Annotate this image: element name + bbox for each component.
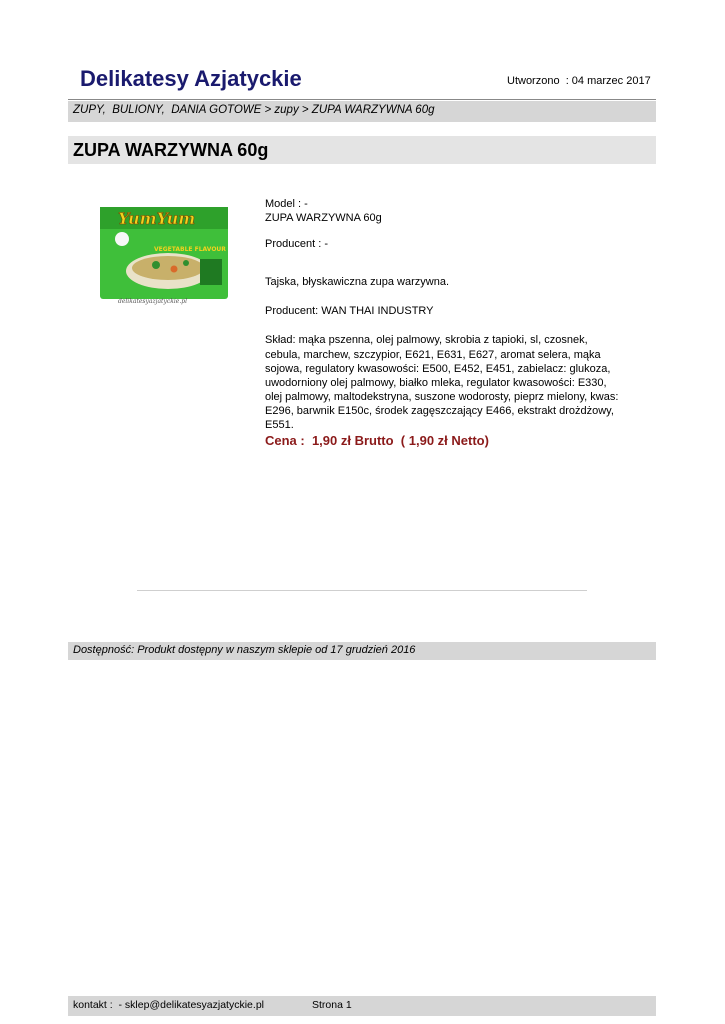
producer-info: Producent: WAN THAI INDUSTRY: [265, 305, 434, 317]
product-image: [96, 205, 232, 305]
product-name-line: ZUPA WARZYWNA 60g: [265, 212, 382, 224]
contact-info: kontakt : - sklep@delikatesyazjatyckie.pl: [73, 999, 264, 1011]
vegetable: [183, 260, 189, 266]
price: Cena : 1,90 zł Brutto ( 1,90 zł Netto): [265, 433, 489, 448]
page-number: Strona 1: [312, 999, 352, 1011]
logo-badge: [115, 232, 129, 246]
breadcrumb: ZUPY, BULIONY, DANIA GOTOWE > zupy > ZUPA WARZYWNA 60g: [73, 104, 435, 116]
content-divider: [137, 590, 587, 591]
flavor-text: VEGETABLE FLAVOUR: [154, 246, 226, 253]
package-side-graphic: [200, 259, 222, 285]
model: Model : -: [265, 198, 308, 210]
vegetable: [152, 261, 160, 269]
product-title: ZUPA WARZYWNA 60g: [73, 140, 269, 160]
ingredients: Skład: mąka pszenna, olej palmowy, skrobia z tapioki, sl, czosnek, cebula, marchew, szczypior, E621, E631, E627, aromat selera, mąka sojowa, regulatory kwasowości: E500, E452, E451, zabielacz: glukoza, uwodorniony olej palmowy, białko mleka, regulator kwasowości: E330, olej palmowy, maltodekstryna, suszone wodorosty, pieprz mielony, kwas: E296, barwnik E150c, środek zagęszczający E466, ekstrakt drożdżowy, E551.: [265, 334, 619, 431]
description: Tajska, błyskawiczna zupa warzywna.: [265, 276, 450, 288]
availability: Dostępność: Produkt dostępny w naszym sklepie od 17 grudzień 2016: [73, 644, 416, 656]
producer: Producent : -: [265, 238, 328, 250]
soup-broth: [132, 256, 204, 280]
watermark: delikatesyazjatyckie.pl: [118, 298, 187, 305]
shop-name: Delikatesy Azjatyckie: [80, 66, 302, 91]
created-date: Utworzono : 04 marzec 2017: [507, 75, 651, 87]
brand-text: YumYum: [118, 209, 196, 228]
header-divider: [68, 99, 656, 100]
product-details: [265, 197, 625, 448]
carrot: [171, 266, 178, 273]
